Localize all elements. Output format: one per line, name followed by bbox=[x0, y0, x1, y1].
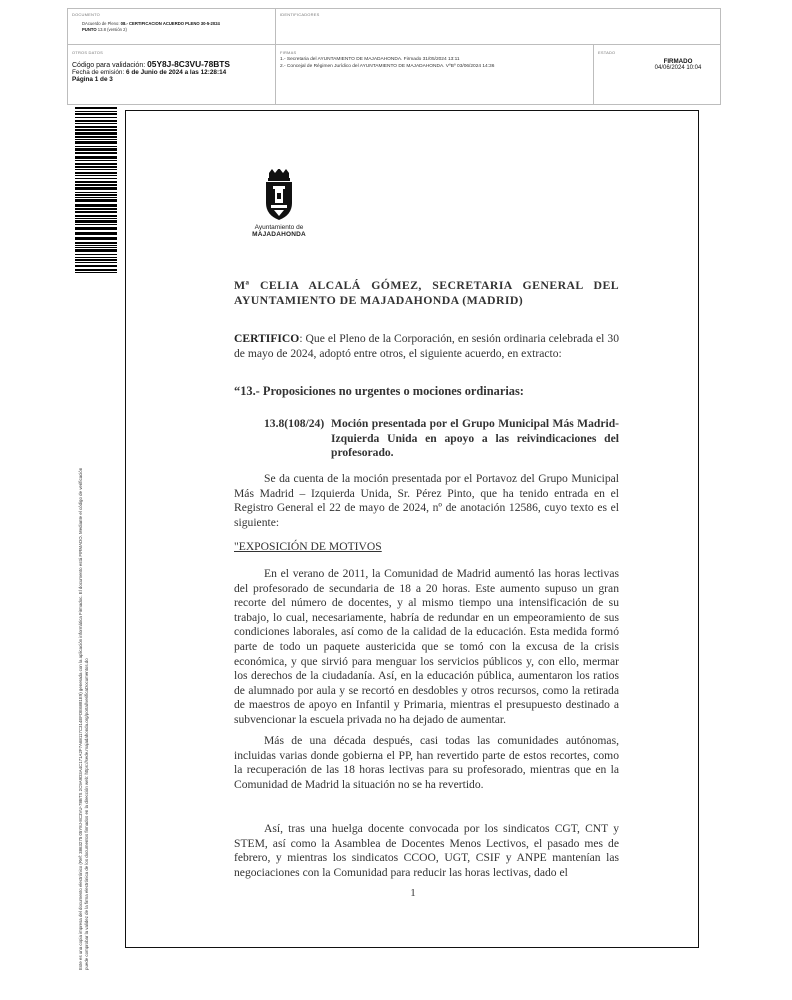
codigo-value[interactable]: 05Y8J-8C3VU-78BTS bbox=[147, 59, 230, 69]
section-heading: “13.- Proposiciones no urgentes o mociones ordinarias: bbox=[234, 384, 524, 398]
barcode-bar bbox=[75, 232, 117, 235]
paragraph-3: Más de una década después, casi todas las comunidades autónomas, incluidas varias donde gobierna el PP, han revertido parte de estos recortes, como la recuperación de las 18 horas lectivas para su profesorado, mientras que en la Comunidad de Madrid la situación no se ha revertido. bbox=[234, 734, 619, 791]
barcode-bar bbox=[75, 208, 117, 210]
codigo-validacion: Código para validación: 05Y8J-8C3VU-78BTS bbox=[72, 59, 230, 69]
barcode-bar bbox=[75, 192, 117, 193]
barcode-bar bbox=[75, 220, 117, 223]
paragraph-1: Se da cuenta de la moción presentada por el Portavoz del Grupo Municipal Más Madrid – Izquierda Unida, Sr. Pérez Pinto, que ha tenido entrada en el Registro General el 22 de mayo de 2024, nº de anotación 12586, cuyo texto es el siguiente: bbox=[234, 472, 619, 529]
barcode-bar bbox=[75, 117, 117, 118]
verification-side-text bbox=[78, 270, 90, 970]
barcode-bar bbox=[75, 265, 117, 267]
mocion-number: 13.8(108/24) bbox=[264, 417, 325, 430]
barcode-bar bbox=[75, 204, 117, 207]
documento-line1: DAcuerdo de Pleno: 08.- CERTIFICACION ACUERDO PLENO 30-5-2024 bbox=[82, 21, 220, 26]
paragraph-2: En el verano de 2011, la Comunidad de Madrid aumentó las horas lectivas del profesorado de secundaria de 18 a 20 horas. Este aumento supuso un gran recorte del número de docentes, y al mismo tiempo una intensificación de su trabajo, lo cual, necesariamente, habría de redundar en un empeoramiento de sus condiciones laborales, así como de la calidad de la educación. Esta medida formó parte de todo un paquete austericida que se tomó con la excusa de la crisis económica, y que sirvió para menguar los servicios públicos y, con ello, mermar los derechos de la ciudadanía. Así, en la educación pública, aumentaron los ratios de alumnado por aula y se recortó en desdobles y otros recursos, como la retirada de maestros de apoyo en Infantil y Primaria, mientras el presupuesto destinado a subvencionar la escuela privada no ha dejado de aumentar. bbox=[234, 567, 619, 726]
barcode-bar bbox=[75, 254, 117, 255]
document-title: Mª CELIA ALCALÁ GÓMEZ, SECRETARIA GENERAL DEL AYUNTAMIENTO DE MAJADAHONDA (MADRID) bbox=[234, 278, 619, 307]
barcode-bar bbox=[75, 245, 117, 246]
barcode-bar bbox=[75, 166, 117, 168]
firma-1: 1.- Secretaria del AYUNTAMIENTO DE MAJADAHONDA. Firmado 31/05/2024 13:11 bbox=[280, 57, 460, 62]
barcode-bar bbox=[75, 237, 117, 240]
crest-line2: MAJADAHONDA bbox=[252, 231, 306, 238]
barcode-bar bbox=[75, 136, 117, 138]
barcode-bar bbox=[75, 111, 117, 112]
barcode-bar bbox=[75, 175, 117, 176]
barcode-bar bbox=[75, 247, 117, 248]
barcode-bar bbox=[75, 146, 117, 147]
barcode-bar bbox=[75, 187, 117, 190]
barcode-bar bbox=[75, 227, 117, 230]
firmas-cell bbox=[276, 45, 594, 104]
barcode-bar bbox=[75, 242, 117, 244]
barcode-bar bbox=[75, 148, 117, 151]
barcode-bar bbox=[75, 262, 117, 263]
identificadores-cell bbox=[276, 9, 720, 45]
documento-line2: PUNTO 13.8 (versión 2) bbox=[82, 27, 127, 32]
barcode-bar bbox=[75, 107, 117, 109]
barcode-bar bbox=[75, 120, 117, 122]
barcode-bar bbox=[75, 163, 117, 165]
barcode-bar bbox=[75, 218, 117, 219]
barcode-bar bbox=[75, 181, 117, 183]
side-text-line1: Este es una copia impresa del documento electrónico (Ref: 3863275 05Y8J-8C3VU-78BTS 2C9A9D3A4C171A2F7A68117C314EFDE6881E9) generada con la aplicación informática Firmadoc. El documento está FIRMADO. Mediante el código de verificación bbox=[78, 467, 83, 970]
barcode-bar bbox=[75, 257, 117, 258]
document-page bbox=[125, 110, 699, 948]
barcode-bar bbox=[75, 184, 117, 186]
barcode-bar bbox=[75, 169, 117, 170]
barcode-bar bbox=[75, 129, 117, 131]
documento-label: DOCUMENTO bbox=[72, 12, 100, 17]
certifico-label: CERTIFICO bbox=[234, 332, 300, 345]
barcode-bar bbox=[75, 126, 117, 128]
barcode-bar bbox=[75, 132, 117, 135]
barcode-bar bbox=[75, 249, 117, 252]
barcode-bar bbox=[75, 194, 117, 196]
document-metadata-header bbox=[67, 8, 721, 105]
barcode-bar bbox=[75, 139, 117, 140]
paragraph-4: Así, tras una huelga docente convocada por los sindicatos CGT, CNT y STEM, así como la Asamblea de Docentes Menos Lectivos, el pasado mes de febrero, y mientras los sindicatos CCOO, UGT, CSIF y ANPE mantenían las negociaciones con la Comunidad para reducir las horas lectivas, dado el bbox=[234, 822, 619, 879]
barcode-bar bbox=[75, 123, 117, 124]
documento-cell bbox=[68, 9, 276, 45]
barcode-bar bbox=[75, 197, 117, 198]
certifico-paragraph: CERTIFICO: Que el Pleno de la Corporación, en sesión ordinaria celebrada el 30 de mayo de 2024, adoptó entre otros, el siguiente acuerdo, en extracto: bbox=[234, 332, 619, 360]
identificadores-label: IDENTIFICADORES bbox=[280, 12, 320, 17]
pagina-indicator: Página 1 de 3 bbox=[72, 76, 113, 83]
estado-date: 04/06/2024 10:04 bbox=[654, 65, 702, 71]
firmas-label: FIRMAS bbox=[280, 50, 297, 55]
barcode-bar bbox=[75, 141, 117, 144]
mocion-title: Moción presentada por el Grupo Municipal Más Madrid-Izquierda Unida en apoyo a las reivindicaciones del profesorado. bbox=[331, 417, 619, 460]
barcode-bar bbox=[75, 199, 117, 202]
barcode-icon bbox=[75, 107, 117, 275]
ayuntamiento-logo bbox=[242, 169, 316, 238]
barcode-bar bbox=[75, 178, 117, 179]
estado-cell bbox=[594, 45, 720, 104]
page-number: 1 bbox=[410, 887, 416, 899]
barcode-bar bbox=[75, 224, 117, 225]
estado-label: ESTADO bbox=[598, 50, 616, 55]
crest-icon bbox=[262, 169, 296, 221]
barcode-bar bbox=[75, 172, 117, 174]
exposicion-heading: "EXPOSICIÓN DE MOTIVOS bbox=[234, 540, 382, 553]
otros-datos-cell bbox=[68, 45, 276, 104]
estado-badge: FIRMADO bbox=[663, 58, 693, 65]
barcode-bar bbox=[75, 259, 117, 261]
barcode-bar bbox=[75, 160, 117, 161]
side-text-line2: puede comprobar la validez de la firma electrónica de los documentos firmados en la dirección web: https://sede.majadahonda.org/portal/verificaDocumentos.do bbox=[84, 658, 89, 970]
firma-2: 2.- Concejal de Régimen Jurídico del AYUNTAMIENTO DE MAJADAHONDA. VºBº 03/06/2024 14:36 bbox=[280, 63, 495, 69]
barcode-bar bbox=[75, 156, 117, 159]
barcode-bar bbox=[75, 113, 117, 115]
barcode-bar bbox=[75, 215, 117, 217]
barcode-bar bbox=[75, 211, 117, 213]
crest-line1: Ayuntamiento de bbox=[254, 224, 304, 231]
barcode-bar bbox=[75, 152, 117, 154]
fecha-emision: Fecha de emisión: 6 de Junio de 2024 a las 12:28:14 bbox=[72, 69, 227, 76]
otros-datos-label: OTROS DATOS bbox=[72, 50, 103, 55]
